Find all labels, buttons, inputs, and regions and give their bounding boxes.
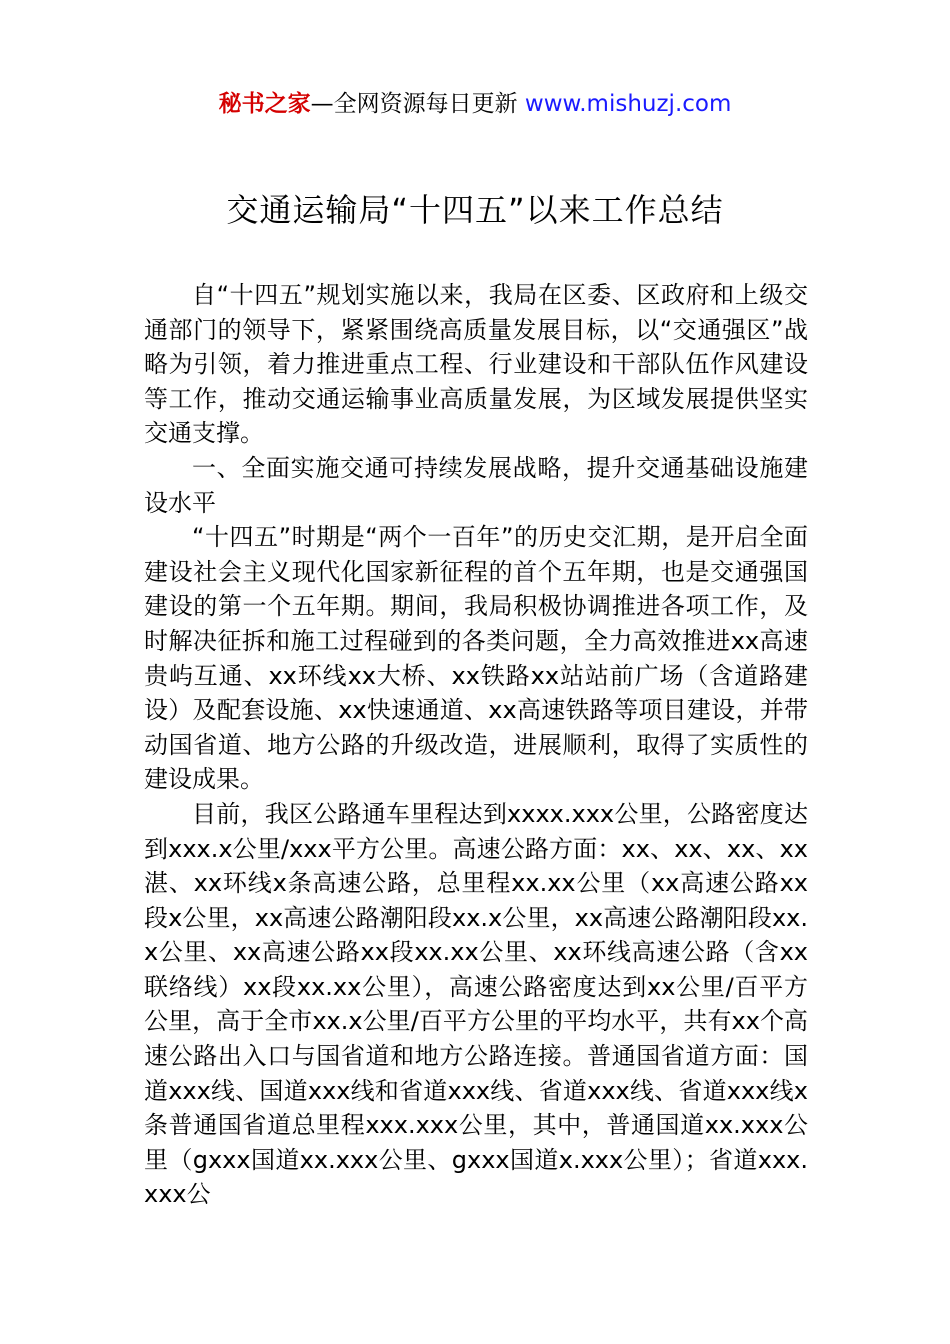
site-tagline: —全网资源每日更新 xyxy=(310,91,525,117)
paragraph-period: “十四五”时期是“两个一百年”的历史交汇期，是开启全面建设社会主义现代化国家新征程的首个五年期，也是交通强国建设的第一个五年期。期间，我局积极协调推进各项工作，及时解决征拆和施工过程碰到的各类问题，全力高效推进xx高速贵屿互通、xx环线xx大桥、xx铁路xx站站前广场（含道路建设）及配套设施、xx快速通道、xx高速铁路等项目建设，并带动国省道、地方公路的升级改造，进展顺利，取得了实质性的建设成果。 xyxy=(144,523,808,794)
document-title: 交通运输局“十四五”以来工作总结 xyxy=(226,191,724,229)
paragraph-intro: 自“十四五”规划实施以来，我局在区委、区政府和上级交通部门的领导下，紧紧围绕高质量发展目标，以“交通强区”战略为引领，着力推进重点工程、行业建设和干部队伍作风建设等工作，推动交通运输事业高质量发展，为区域发展提供坚实交通支撑。 xyxy=(144,281,808,448)
site-header xyxy=(0,88,950,120)
section-heading-1: 一、全面实施交通可持续发展战略，提升交通基础设施建设水平 xyxy=(144,453,808,517)
site-url-link[interactable]: www.mishuzj.com xyxy=(524,91,732,117)
site-brand: 秘书之家 xyxy=(218,91,311,117)
document-body xyxy=(144,278,808,1212)
paragraph-current-status: 目前，我区公路通车里程达到xxxx.xxx公里，公路密度达到xxx.x公里/xxx平方公里。高速公路方面：xx、xx、xx、xx湛、xx环线x条高速公路，总里程xx.xx公里（xx高速公路xx段x公里，xx高速公路潮阳段xx.x公里，xx高速公路潮阳段xx.x公里、xx高速公路xx段xx.xx公里、xx环线高速公路（含xx联络线）xx段xx.xx公里），高速公路密度达到xx公里/百平方公里，高于全市xx.x公里/百平方公里的平均水平，共有xx个高速公路出入口与国省道和地方公路连接。普通国省道方面：国道xxx线、国道xxx线和省道xxx线、省道xxx线、省道xxx线x条普通国省道总里程xxx.xxx公里，其中，普通国道xx.xxx公里（gxxx国道xx.xxx公里、gxxx国道x.xxx公里）；省道xxx.xxx公 xyxy=(144,799,808,1209)
